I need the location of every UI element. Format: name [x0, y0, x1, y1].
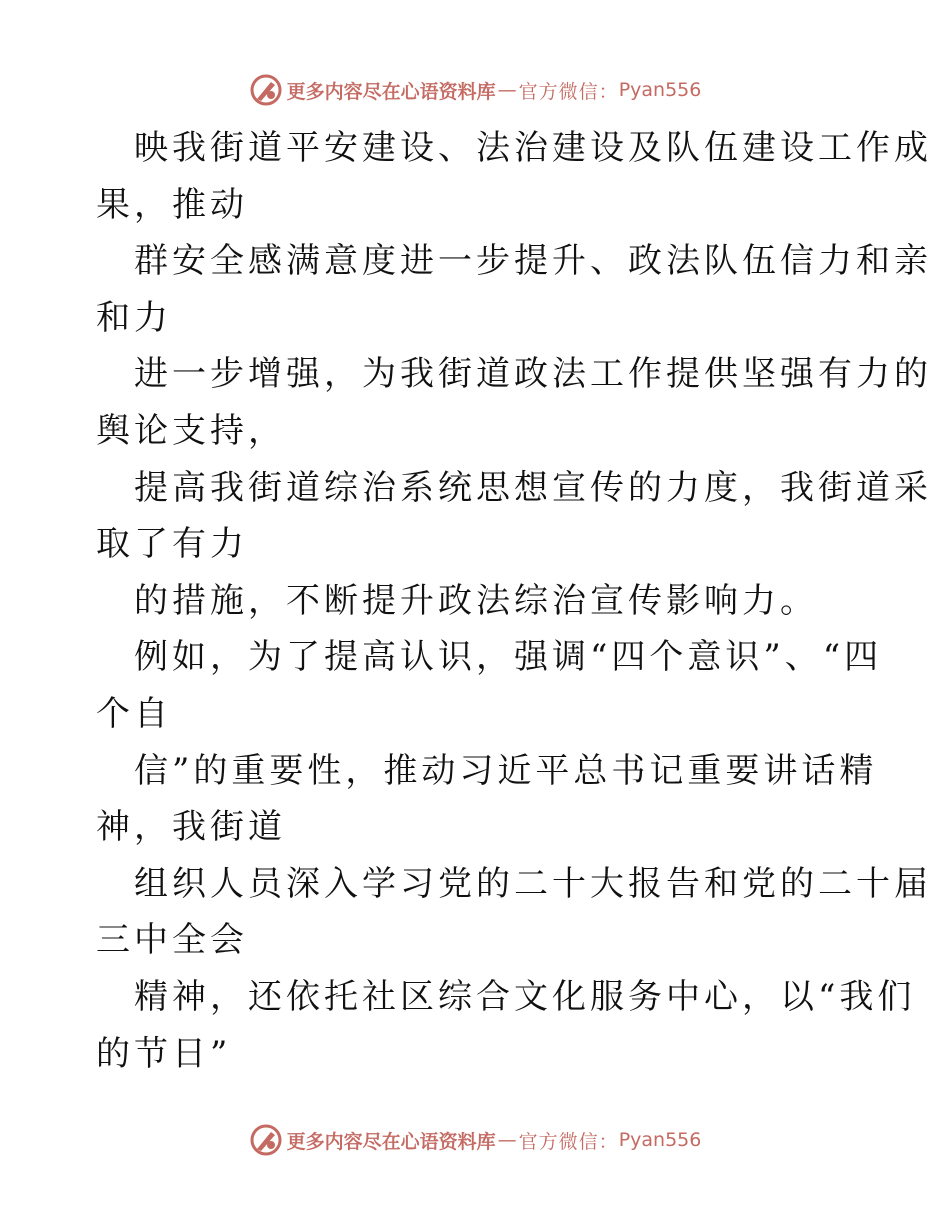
text-line: 舆论支持， [96, 410, 286, 451]
text-line: 提高我街道综治系统思想宣传的力度，我街道采 [134, 467, 932, 508]
text-line: 个自 [96, 693, 172, 734]
text-line: 三中全会 [96, 920, 248, 961]
document-body [96, 120, 932, 1082]
text-line: 的措施，不断提升政法综治宣传影响力。 [134, 580, 818, 621]
text-line: 映我街道平安建设、法治建设及队伍建设工作成 [134, 128, 932, 168]
footer-banner [0, 1122, 950, 1158]
text-line: 和力 [96, 297, 172, 338]
header-handle: Pyan556 [618, 79, 702, 101]
text-line: 群安全感满意度进一步提升、政法队伍信力和亲 [134, 241, 932, 282]
header-contact-label: 官方微信： [518, 80, 619, 103]
text-line: 信”的重要性，推动习近平总书记重要讲话精 [134, 750, 878, 791]
text-line: 进一步增强，为我街道政法工作提供坚强有力的 [134, 354, 932, 395]
text-line: 精神，还依托社区综合文化服务中心，以“我们 [134, 976, 916, 1017]
text-line: 例如，为了提高认识，强调“四个意识”、“四 [134, 637, 883, 678]
text-line: 组织人员深入学习党的二十大报告和党的二十届 [134, 863, 932, 904]
text-line: 的节日” [96, 1033, 232, 1074]
text-line: 果，推动 [96, 184, 248, 225]
pen-circle-logo-icon [249, 1123, 283, 1157]
footer-separator: — [497, 1129, 517, 1151]
footer-contact-label: 官方微信： [518, 1130, 619, 1153]
pen-circle-logo-icon [249, 73, 283, 107]
header-separator: — [497, 79, 517, 101]
footer-handle: Pyan556 [618, 1129, 702, 1151]
text-line: 取了有力 [96, 524, 248, 565]
footer-brand: 更多内容尽在心语资料库 [286, 1130, 496, 1153]
header-banner [0, 72, 950, 108]
text-line: 神，我街道 [96, 807, 286, 848]
header-brand: 更多内容尽在心语资料库 [286, 80, 496, 103]
